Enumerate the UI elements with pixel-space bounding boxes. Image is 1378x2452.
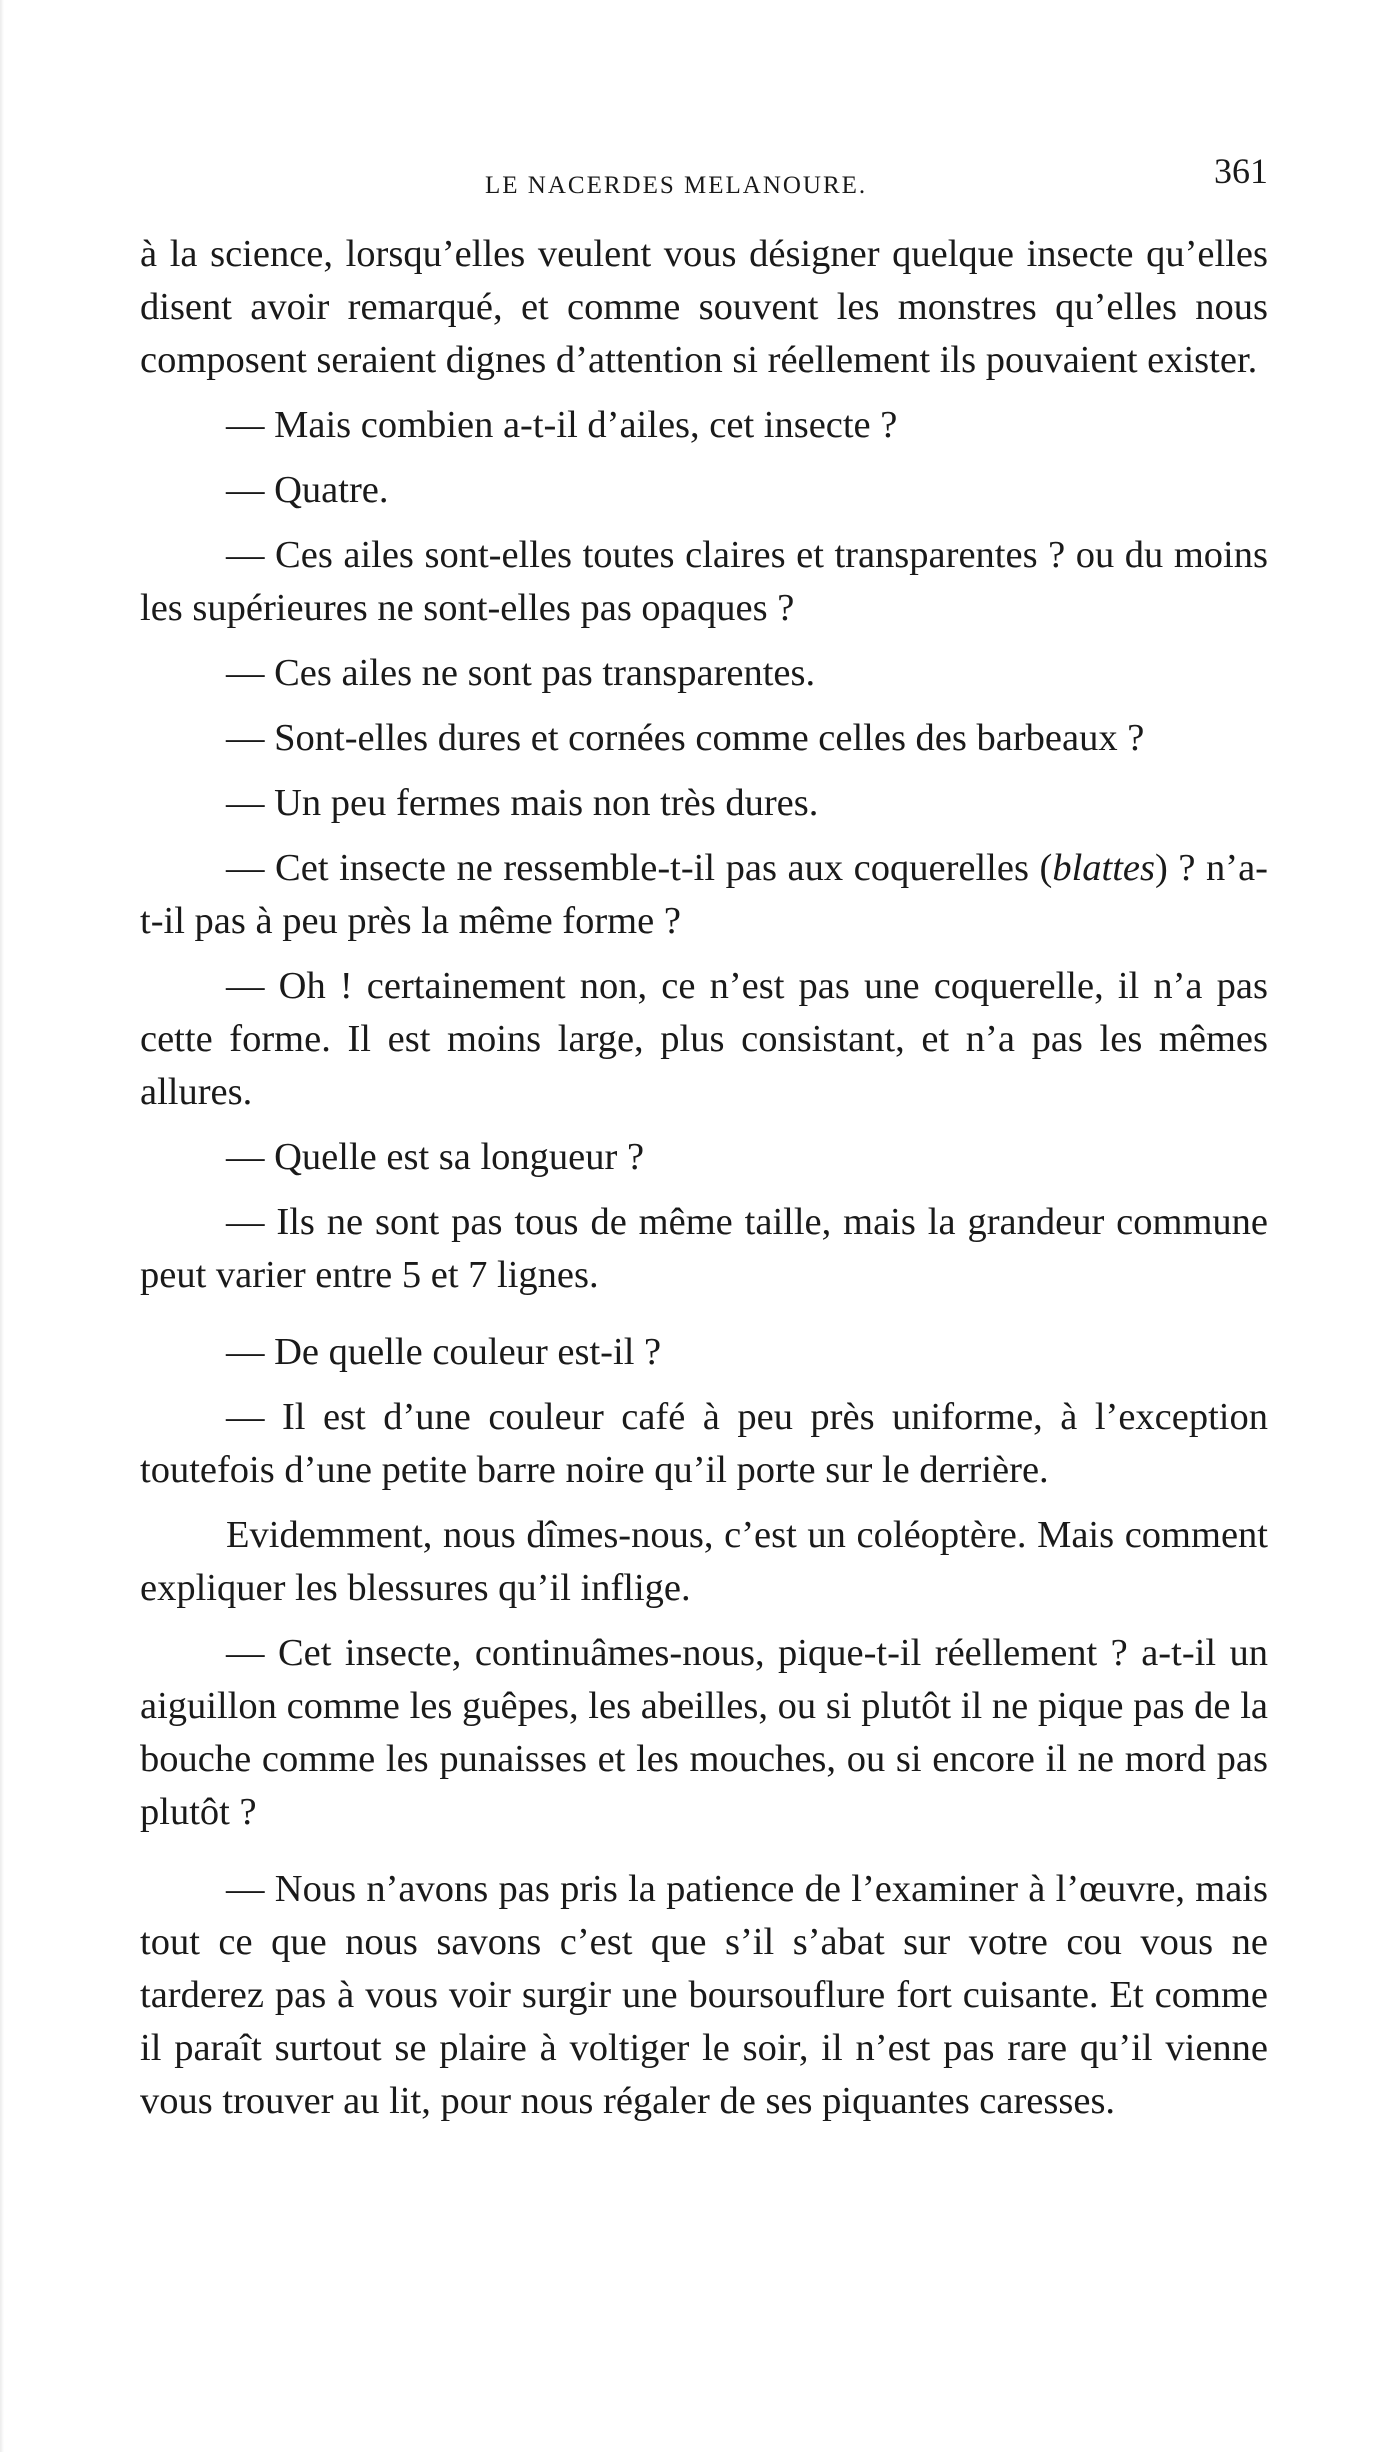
dialogue-question-color: — De quelle couleur est-il ? bbox=[226, 1331, 662, 1373]
dialogue-question-hard: — Sont-elles dures et cornées comme celles des barbeaux ? bbox=[226, 717, 1145, 759]
dialogue-answer-color: — Il est d’une couleur café à peu près uniforme, à l’exception toutefois d’une petite barre noire qu’il porte sur le derrière. bbox=[140, 1396, 1268, 1491]
page-edge-shadow bbox=[0, 0, 4, 2452]
paragraph-text-after: ) ? n’a-t-il pas à peu près la même forme ? bbox=[140, 847, 1268, 942]
running-title: LE NACERDES MELANOURE. bbox=[485, 172, 868, 199]
dialogue-answer-four: — Quatre. bbox=[226, 469, 389, 511]
dialogue-question-wings: — Mais combien a-t-il d’ailes, cet insecte ? bbox=[226, 404, 898, 446]
dialogue-question-sting: — Cet insecte, continuâmes-nous, pique-t-il réellement ? a-t-il un aiguillon comme les guêpes, les abeilles, ou si plutôt il ne pique pas de la bouche comme les punaisses et les mouches, ou si encore il ne mord pas plutôt ? bbox=[140, 1632, 1268, 1833]
paragraph-continuation: à la science, lorsqu’elles veulent vous désigner quelque insecte qu’elles disent avoir remarqué, et comme souvent les monstres qu’elles nous composent seraient dignes d’attention si réellement ils pouvaient exister. bbox=[140, 233, 1268, 381]
italic-term: blattes bbox=[1052, 847, 1155, 889]
page-number: 361 bbox=[1214, 151, 1268, 191]
dialogue-answer-firm: — Un peu fermes mais non très dures. bbox=[226, 782, 819, 824]
dialogue-answer-size: — Ils ne sont pas tous de même taille, mais la grandeur commune peut varier entre 5 et 7 lignes. bbox=[140, 1201, 1268, 1296]
dialogue-answer-not-coquerelle: — Oh ! certainement non, ce n’est pas une coquerelle, il n’a pas cette forme. Il est moins large, plus consistant, et n’a pas les mêmes allures. bbox=[140, 965, 1268, 1113]
dialogue-question-coquerelles bbox=[140, 842, 1268, 948]
body-text bbox=[140, 228, 1268, 2128]
dialogue-question-transparent: — Ces ailes sont-elles toutes claires et transparentes ? ou du moins les supérieures ne sont-elles pas opaques ? bbox=[140, 534, 1268, 629]
page-header bbox=[140, 150, 1268, 210]
dialogue-answer-sting: — Nous n’avons pas pris la patience de l’examiner à l’œuvre, mais tout ce que nous savons c’est que s’il s’abat sur votre cou vous ne tarderez pas à vous voir surgir une boursouflure fort cuisante. Et comme il paraît surtout se plaire à voltiger le soir, il n’est pas rare qu’il vienne vous trouver au lit, pour nous régaler de ses piquantes caresses. bbox=[140, 1868, 1268, 2122]
dialogue-question-length: — Quelle est sa longueur ? bbox=[226, 1136, 645, 1178]
paragraph-text-before: — Cet insecte ne ressemble-t-il pas aux coquerelles ( bbox=[226, 847, 1053, 889]
dialogue-answer-not-transparent: — Ces ailes ne sont pas transparentes. bbox=[226, 652, 816, 694]
narration-coleoptera: Evidemment, nous dîmes-nous, c’est un coléoptère. Mais comment expliquer les blessures qu’il inflige. bbox=[140, 1514, 1268, 1609]
